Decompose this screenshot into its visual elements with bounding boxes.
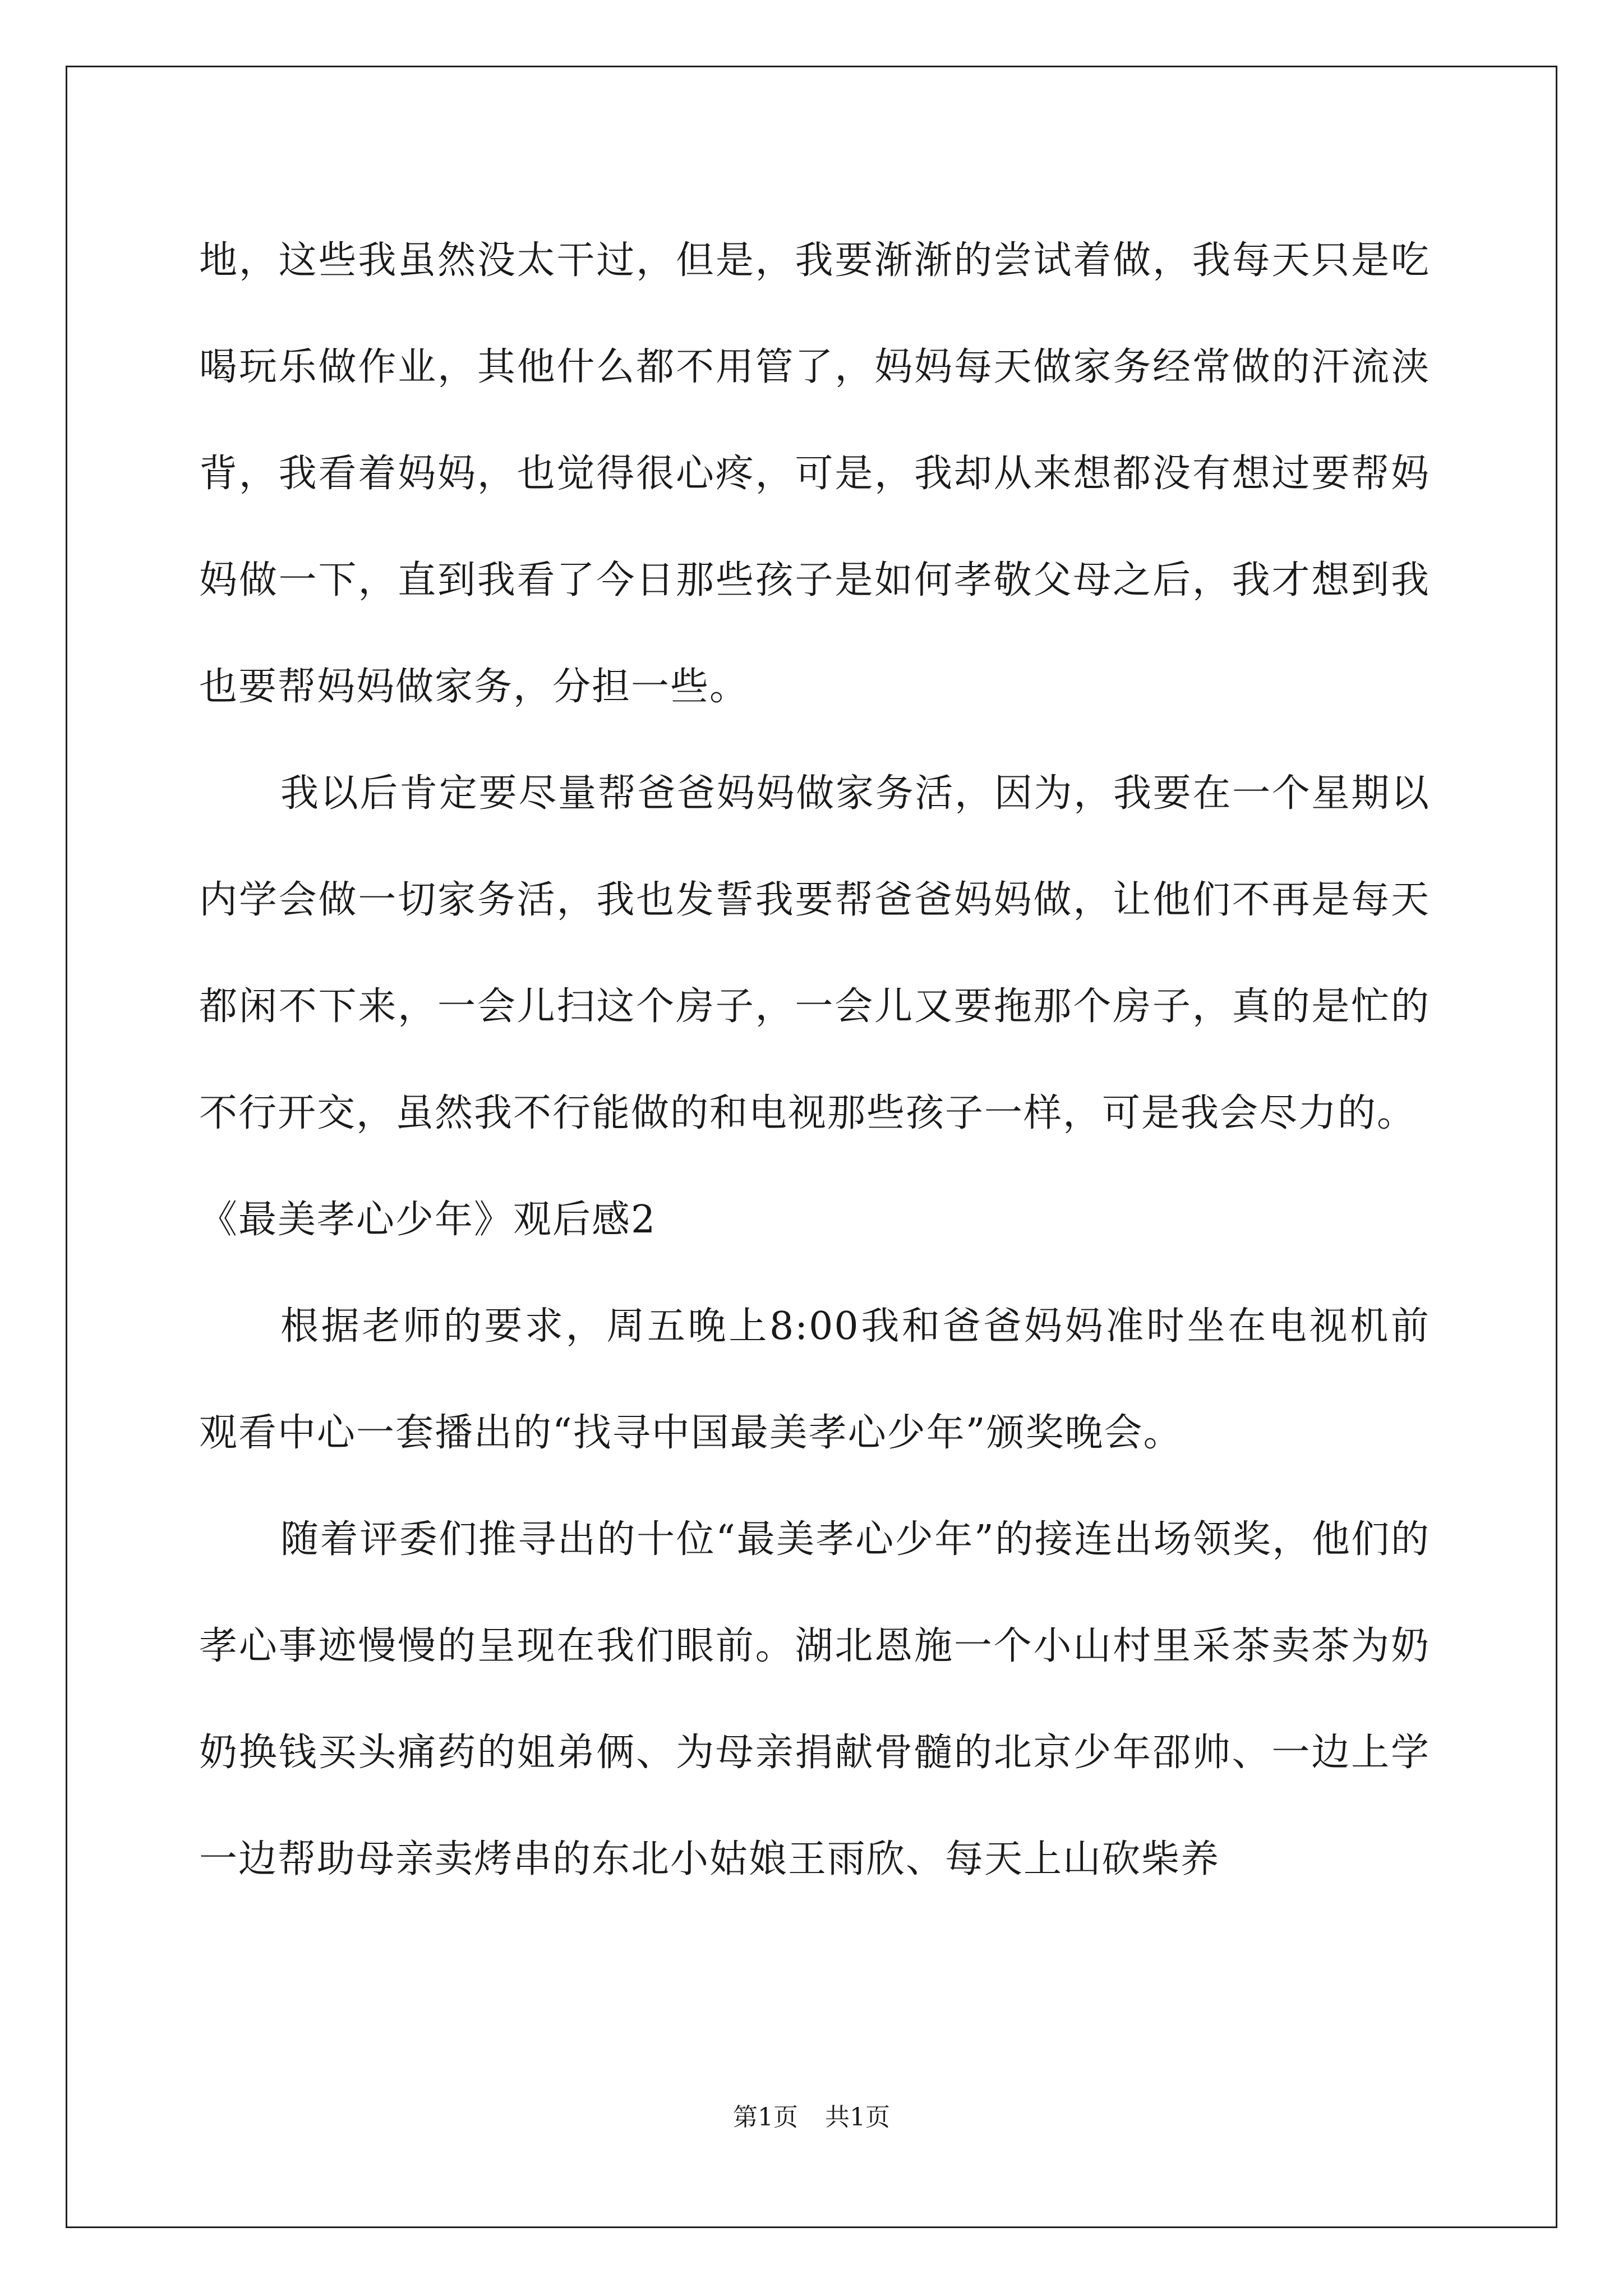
paragraph-2: 我以后肯定要尽量帮爸爸妈妈做家务活，因为，我要在一个星期以内学会做一切家务活，我也发誓我要帮爸爸妈妈做，让他们不再是每天都闲不下来，一会儿扫这个房子，一会儿又要拖那个房子，真的是忙的不行开交，虽然我不行能做的和电视那些孩子一样，可是我会尽力的。 [199,771,1430,1135]
page-footer [0,2101,1623,2134]
section-title: 《最美孝心少年》观后感2 [199,1198,657,1242]
page-total: 共1页 [825,2103,890,2132]
paragraph-3: 根据老师的要求，周五晚上8:00我和爸爸妈妈准时坐在电视机前观看中心一套播出的“找寻中国最美孝心少年”颁奖晚会。 [199,1304,1430,1455]
paragraph-1: 地，这些我虽然没太干过，但是，我要渐渐的尝试着做，我每天只是吃喝玩乐做作业，其他什么都不用管了，妈妈每天做家务经常做的汗流浃背，我看着妈妈，也觉得很心疼，可是，我却从来想都没有想过要帮妈妈做一下，直到我看了今日那些孩子是如何孝敬父母之后，我才想到我也要帮妈妈做家务，分担一些。 [199,238,1430,709]
document-body [199,208,1430,1913]
paragraph-4: 随着评委们推寻出的十位“最美孝心少年”的接连出场领奖，他们的孝心事迹慢慢的呈现在我们眼前。湖北恩施一个小山村里采茶卖茶为奶奶换钱买头痛药的姐弟俩、为母亲捐献骨髓的北京少年邵帅、一边上学一边帮助母亲卖烤串的东北小姑娘王雨欣、每天上山砍柴养 [199,1517,1430,1881]
page-number: 第1页 [733,2103,798,2132]
